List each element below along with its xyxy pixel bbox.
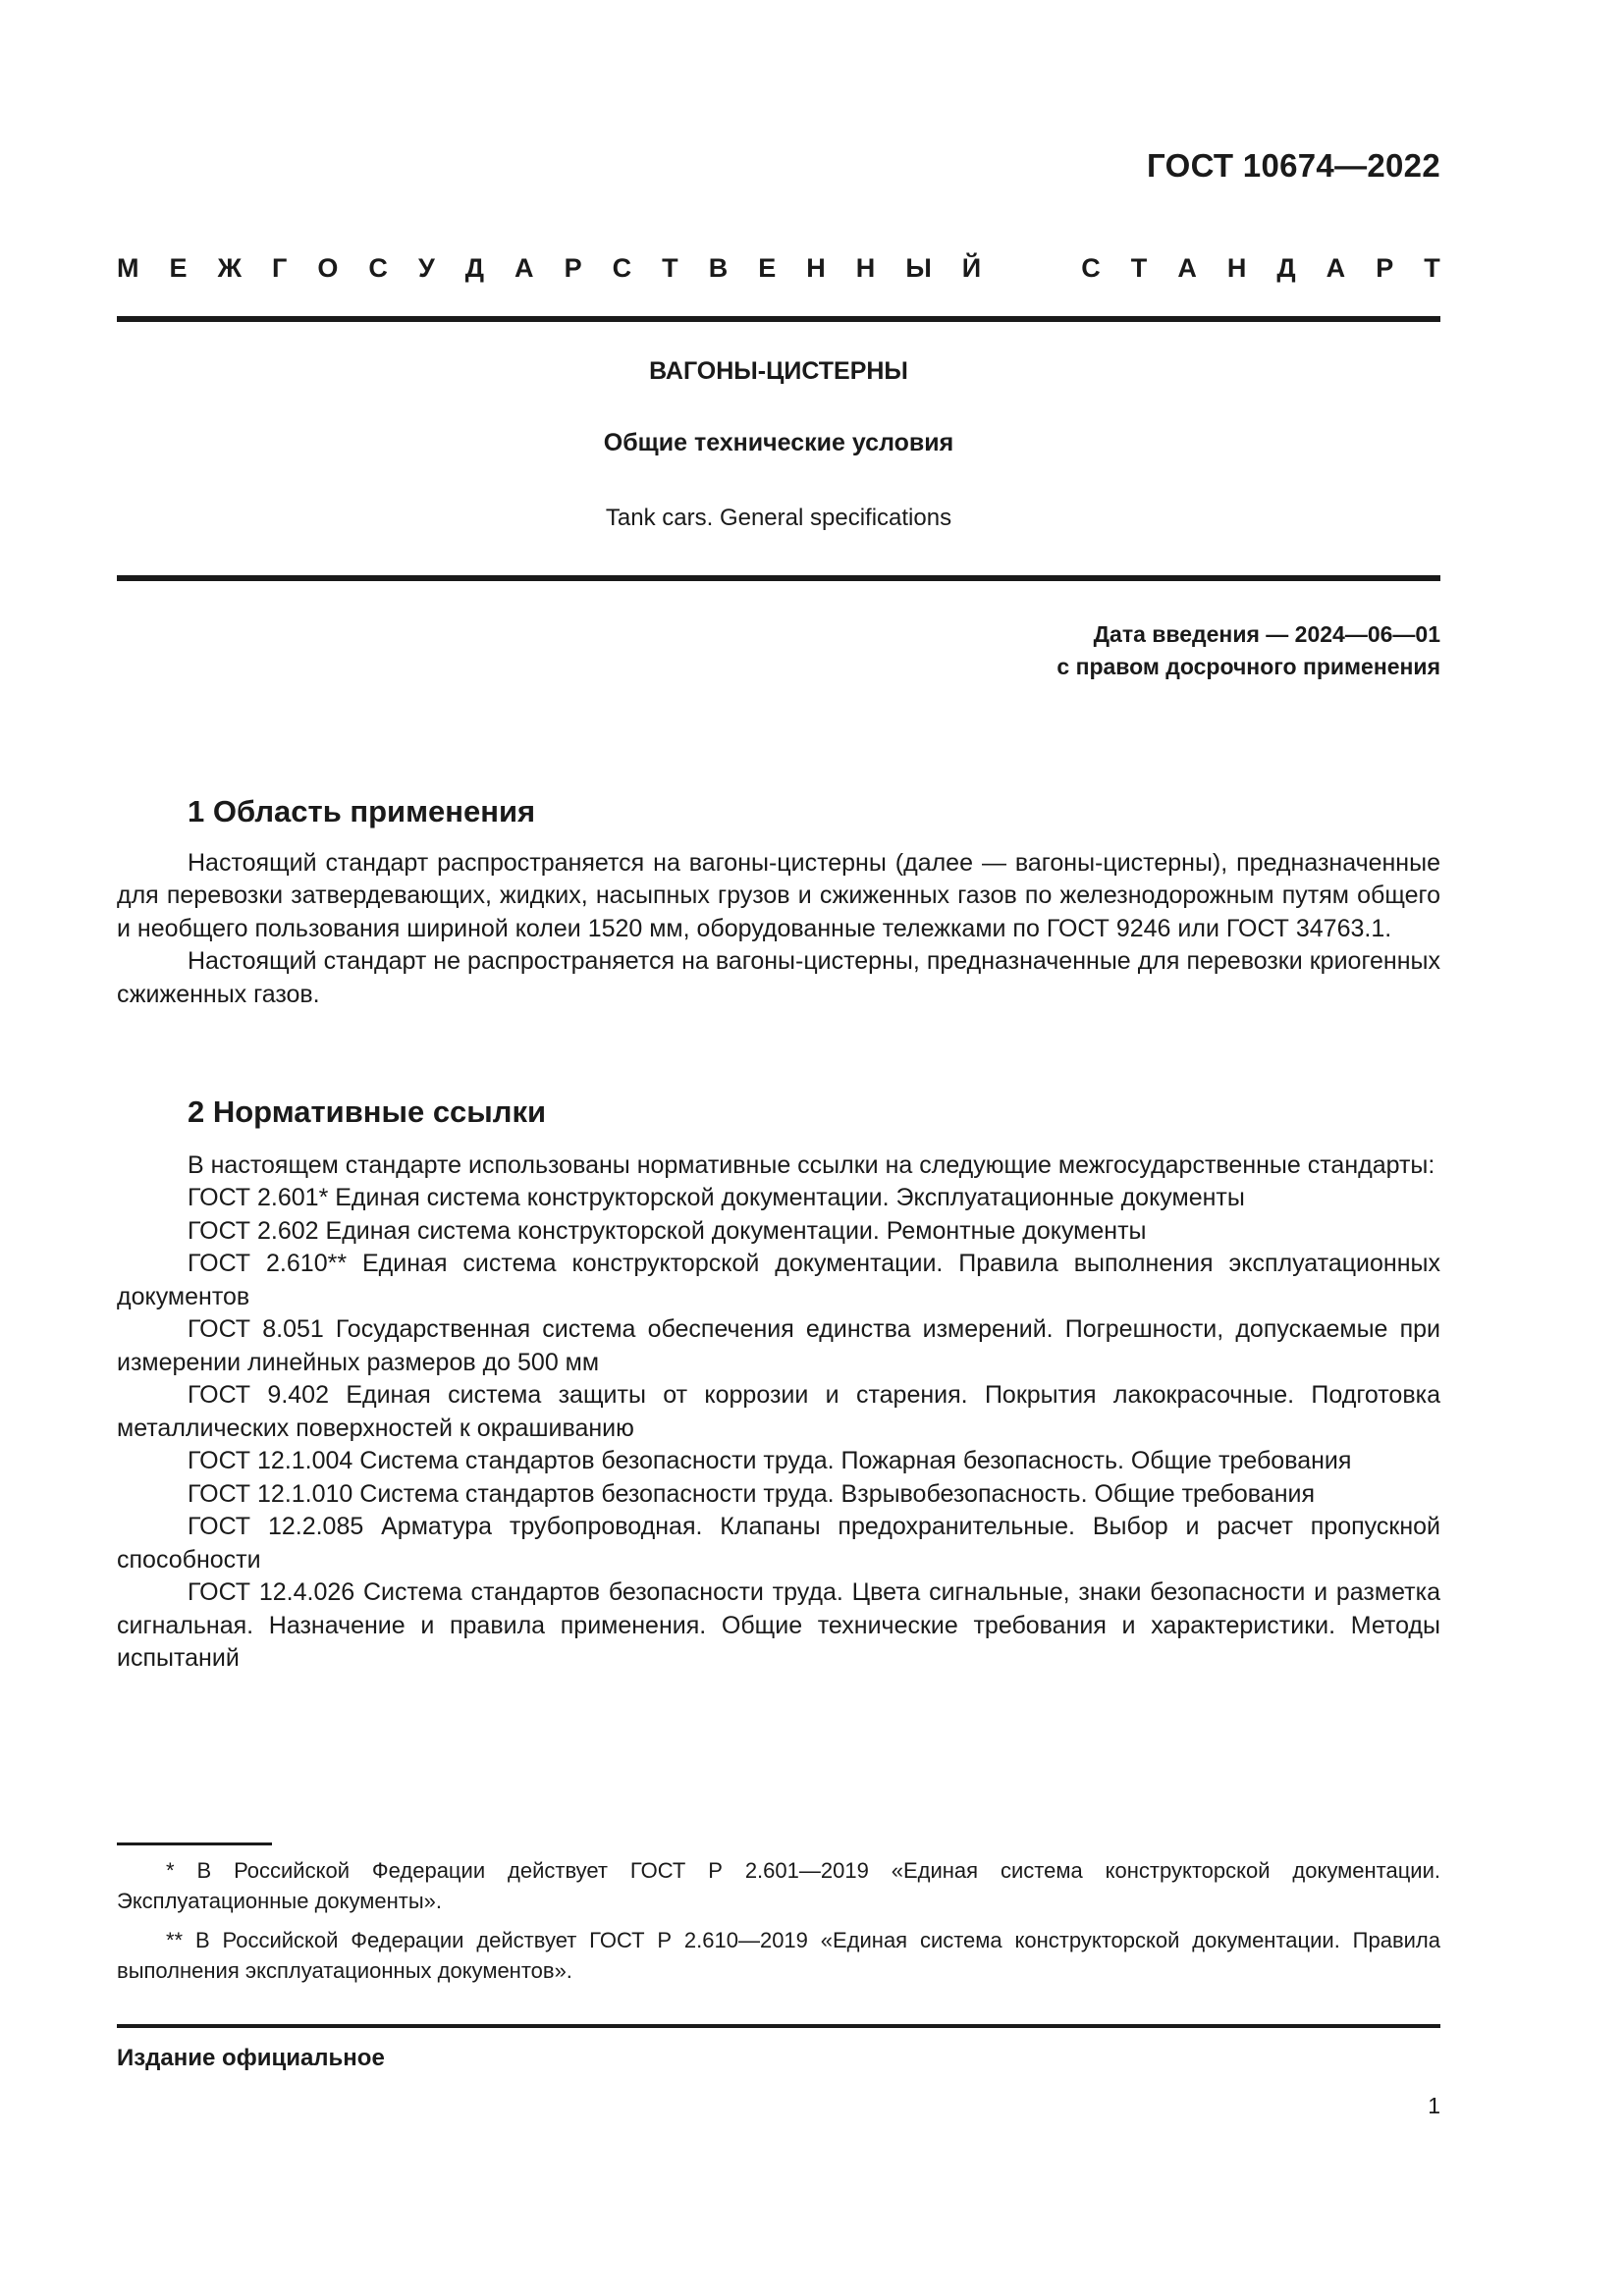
section-normative-references: [117, 1095, 1440, 1676]
document-code: ГОСТ 10674—2022: [1147, 147, 1440, 184]
banner-letter: Ж: [217, 253, 242, 283]
reference-item: ГОСТ 12.2.085 Арматура трубопроводная. Клапаны предохранительные. Выбор и расчет пропускной способности: [117, 1513, 1440, 1574]
official-edition-label: Издание официальное: [117, 2045, 385, 2071]
paragraph: Настоящий стандарт не распространяется на вагоны-цистерны, предназначенные для перевозки криогенных сжиженных газов.: [117, 947, 1440, 1008]
banner-letter: Е: [758, 253, 777, 283]
document-title: ВАГОНЫ-ЦИСТЕРНЫ: [649, 357, 908, 385]
banner-letter: Д: [1276, 253, 1296, 283]
reference-item: ГОСТ 8.051 Государственная система обеспечения единства измерений. Погрешности, допускаемые при измерении линейных размеров до 500 мм: [117, 1315, 1440, 1376]
banner-letter: Р: [1376, 253, 1394, 283]
banner-letter: А: [514, 253, 534, 283]
document-page: [117, 0, 1440, 2296]
reference-item: ГОСТ 2.602 Единая система конструкторской документации. Ремонтные документы: [188, 1216, 1147, 1245]
banner-letter: Н: [806, 253, 826, 283]
reference-list: [117, 1182, 1440, 1676]
banner-letter: Т: [1130, 253, 1148, 283]
introduction-date: [1056, 618, 1440, 683]
title-rule: [117, 575, 1440, 581]
banner-letter: С: [612, 253, 632, 283]
introduction-date-line: Дата введения — 2024—06—01: [1093, 621, 1440, 647]
footnotes: [117, 1855, 1440, 1995]
banner-letter: Р: [564, 253, 582, 283]
banner-letter: Н: [855, 253, 876, 283]
banner-gap: [1011, 253, 1051, 284]
paragraph: В настоящем стандарте использованы нормативные ссылки на следующие межгосударственные стандарты:: [188, 1150, 1435, 1179]
banner-letter: С: [1081, 253, 1101, 283]
banner-letter: В: [708, 253, 729, 283]
early-application-line: с правом досрочного применения: [1056, 654, 1440, 679]
reference-item: ГОСТ 2.601* Единая система конструкторской документации. Эксплуатационные документы: [188, 1184, 1245, 1211]
banner-letter: Т: [1424, 253, 1440, 283]
footer-rule: [117, 2024, 1440, 2028]
banner-letter: О: [317, 253, 339, 283]
banner-letter: А: [1326, 253, 1346, 283]
interstate-standard-banner: [117, 253, 1440, 284]
banner-letter: Е: [169, 253, 188, 283]
banner-letter: У: [417, 253, 435, 283]
banner-letter: Д: [464, 253, 485, 283]
section-scope: [117, 795, 1440, 1011]
paragraph: Настоящий стандарт распространяется на вагоны-цистерны (далее — вагоны-цистерны), предназначенные для перевозки затвердевающих, жидких, насыпных грузов и сжиженных газов по железнодорожным путям общего и необщего пользования шириной колеи 1520 мм, оборудованные тележками по ГОСТ 9246 или ГОСТ 34763.1.: [117, 848, 1440, 942]
banner-letter: Г: [272, 253, 288, 283]
reference-item: ГОСТ 9.402 Единая система защиты от коррозии и старения. Покрытия лакокрасочные. Подготовка металлических поверхностей к окрашиванию: [117, 1381, 1440, 1442]
banner-letter: А: [1177, 253, 1197, 283]
banner-letter: С: [368, 253, 388, 283]
banner-letter: Т: [662, 253, 678, 283]
section-heading: 2 Нормативные ссылки: [188, 1095, 547, 1129]
banner-letter: Й: [961, 253, 982, 283]
footnote: * В Российской Федерации действует ГОСТ Р 2.601—2019 «Единая система конструкторской документации. Эксплуатационные документы».: [117, 1858, 1440, 1913]
document-title-english: Tank cars. General specifications: [605, 505, 952, 531]
footnote-separator: [117, 1842, 272, 1845]
section-heading: 1 Область применения: [188, 794, 536, 828]
reference-item: ГОСТ 12.1.010 Система стандартов безопасности труда. Взрывобезопасность. Общие требования: [188, 1479, 1316, 1508]
reference-item: ГОСТ 2.610** Единая система конструкторской документации. Правила выполнения эксплуатационных документов: [117, 1250, 1440, 1310]
reference-item: ГОСТ 12.4.026 Система стандартов безопасности труда. Цвета сигнальные, знаки безопасности и разметка сигнальная. Назначение и правила применения. Общие технические требования и характеристики. Методы испытаний: [117, 1578, 1440, 1672]
banner-letter: Ы: [905, 253, 932, 283]
banner-letter: М: [117, 253, 139, 283]
banner-letter: Н: [1226, 253, 1247, 283]
header-rule: [117, 316, 1440, 322]
page-number: 1: [1428, 2093, 1440, 2118]
footnote: ** В Российской Федерации действует ГОСТ Р 2.610—2019 «Единая система конструкторской документации. Правила выполнения эксплуатационных документов».: [117, 1928, 1440, 1983]
reference-item: ГОСТ 12.1.004 Система стандартов безопасности труда. Пожарная безопасность. Общие требования: [188, 1447, 1352, 1474]
document-subtitle: Общие технические условия: [603, 429, 954, 456]
